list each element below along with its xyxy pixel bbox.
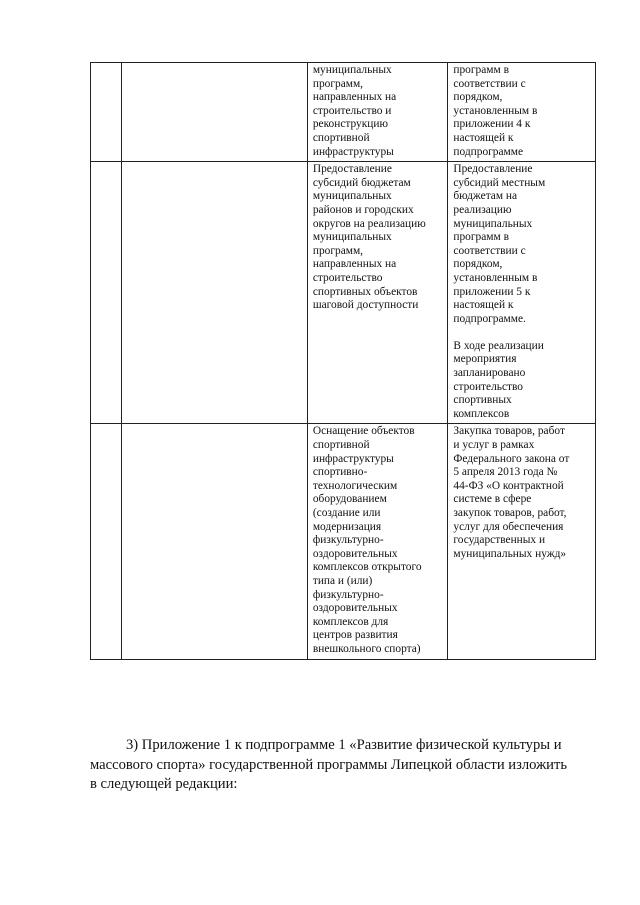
event-text-line: направленных на	[312, 91, 397, 104]
mechanism-text-line: системе в сфере	[453, 493, 532, 506]
mechanism-text-line: Федерального закона от	[453, 452, 570, 465]
mechanism-cell	[448, 162, 596, 424]
event-text-line: внешкольного спорта)	[312, 642, 421, 655]
table-row	[91, 424, 596, 659]
mechanism-text-line: и услуг в рамках	[453, 439, 535, 452]
event-text-line: муниципальных	[312, 64, 392, 76]
mechanism-text-line: услуг для обеспечения	[453, 520, 564, 533]
mechanism-text-line: комплексов	[453, 407, 510, 420]
mechanism-text-line: муниципальных нужд»	[453, 547, 567, 560]
mechanism-text-line: Предоставление	[453, 163, 533, 176]
mechanism-text-line: 5 апреля 2013 года №	[453, 466, 558, 479]
event-text-line: направленных на	[312, 258, 397, 271]
event-text-line: Оснащение объектов	[312, 425, 415, 438]
mechanism-text-line: соответствии с	[453, 77, 526, 90]
mechanism-text-line: спортивных	[453, 394, 512, 407]
event-text-line: технологическим	[312, 479, 398, 492]
mechanism-text-line: установленным в	[453, 271, 538, 284]
amendment-text-line: массового спорта» государственной программы Липецкой области изложить	[90, 756, 567, 773]
mechanism-text-line: муниципальных	[453, 217, 533, 230]
event-text-line: спортивных объектов	[312, 285, 418, 298]
mechanism-text-line: настоящей к	[453, 131, 514, 144]
mechanism-text-line: запланировано	[453, 367, 526, 380]
event-text-line: строительство и	[312, 104, 392, 117]
mechanism-text-line: порядком,	[453, 258, 503, 271]
event-text-line: спортивно-	[312, 466, 368, 479]
event-text-line: инфраструктуры	[312, 145, 394, 158]
event-text-line: субсидий бюджетам	[312, 176, 411, 189]
event-text-line: физкультурно-	[312, 588, 384, 601]
mechanism-cell	[448, 63, 596, 162]
event-cell	[307, 424, 448, 659]
event-cell	[307, 162, 448, 424]
event-text-line: Предоставление	[312, 163, 392, 176]
task-cell	[122, 63, 308, 162]
event-text-line: округов на реализацию	[312, 217, 426, 230]
mechanism-text-line: В ходе реализации	[453, 339, 544, 352]
mechanism-text-line: приложении 4 к	[453, 118, 531, 131]
event-text-line: строительство	[312, 271, 383, 284]
mechanism-cell	[448, 424, 596, 659]
amendment-paragraph	[90, 736, 596, 795]
mechanism-text-line: государственных и	[453, 534, 546, 547]
event-cell	[307, 63, 448, 162]
subprogram-measures-table	[90, 62, 596, 660]
mechanism-text-line: приложении 5 к	[453, 285, 531, 298]
event-text-line: оздоровительных	[312, 602, 398, 615]
event-text-line: спортивной	[312, 131, 370, 144]
mechanism-text-line: подпрограмме	[453, 145, 524, 158]
number-cell	[91, 162, 122, 424]
number-cell	[91, 424, 122, 659]
mechanism-text-line: реализацию	[453, 203, 512, 216]
mechanism-text-line: субсидий местным	[453, 176, 546, 189]
event-text-line: комплексов для	[312, 615, 389, 628]
mechanism-text-line: Закупка товаров, работ	[453, 425, 565, 438]
mechanism-text-line: программ в	[453, 231, 509, 244]
number-cell	[91, 63, 122, 162]
event-text-line: инфраструктуры	[312, 452, 394, 465]
event-text-line: комплексов открытого	[312, 561, 422, 574]
event-text-line: шаговой доступности	[312, 299, 419, 312]
event-text-line: спортивной	[312, 439, 370, 452]
amendment-text-line: в следующей редакции:	[90, 776, 238, 792]
mechanism-text-line: соответствии с	[453, 244, 526, 257]
paragraph-gap	[453, 326, 591, 340]
event-text-line: программ,	[312, 77, 364, 90]
mechanism-text-line: 44-ФЗ «О контрактной	[453, 479, 564, 492]
amendment-text-line: 3) Приложение 1 к подпрограмме 1 «Развитие физической культуры и	[126, 737, 562, 753]
event-text-line: модернизация	[312, 520, 382, 533]
event-text-line: муниципальных	[312, 231, 392, 244]
table-body	[91, 63, 596, 660]
table-row	[91, 63, 596, 162]
table-row	[91, 162, 596, 424]
event-text-line: реконструкцию	[312, 118, 388, 131]
event-text-line: типа и (или)	[312, 574, 373, 587]
task-cell	[122, 162, 308, 424]
event-text-line: районов и городских	[312, 203, 414, 216]
event-text-line: центров развития	[312, 629, 398, 642]
event-text-line: (создание или	[312, 507, 381, 519]
mechanism-text-line: программ в	[453, 64, 509, 76]
mechanism-text-line: настоящей к	[453, 299, 514, 312]
event-text-line: муниципальных	[312, 190, 392, 203]
mechanism-text-line: подпрограмме.	[453, 312, 526, 325]
event-text-line: физкультурно-	[312, 534, 384, 547]
task-cell	[122, 424, 308, 659]
mechanism-text-line: порядком,	[453, 91, 503, 104]
mechanism-text-line: закупок товаров, работ,	[453, 507, 567, 519]
event-text-line: оздоровительных	[312, 547, 398, 560]
mechanism-text-line: бюджетам на	[453, 190, 518, 203]
mechanism-text-line: строительство	[453, 380, 523, 393]
mechanism-text-line: мероприятия	[453, 353, 517, 366]
mechanism-text-line: установленным в	[453, 104, 538, 117]
event-text-line: оборудованием	[312, 493, 387, 506]
event-text-line: программ,	[312, 244, 364, 257]
